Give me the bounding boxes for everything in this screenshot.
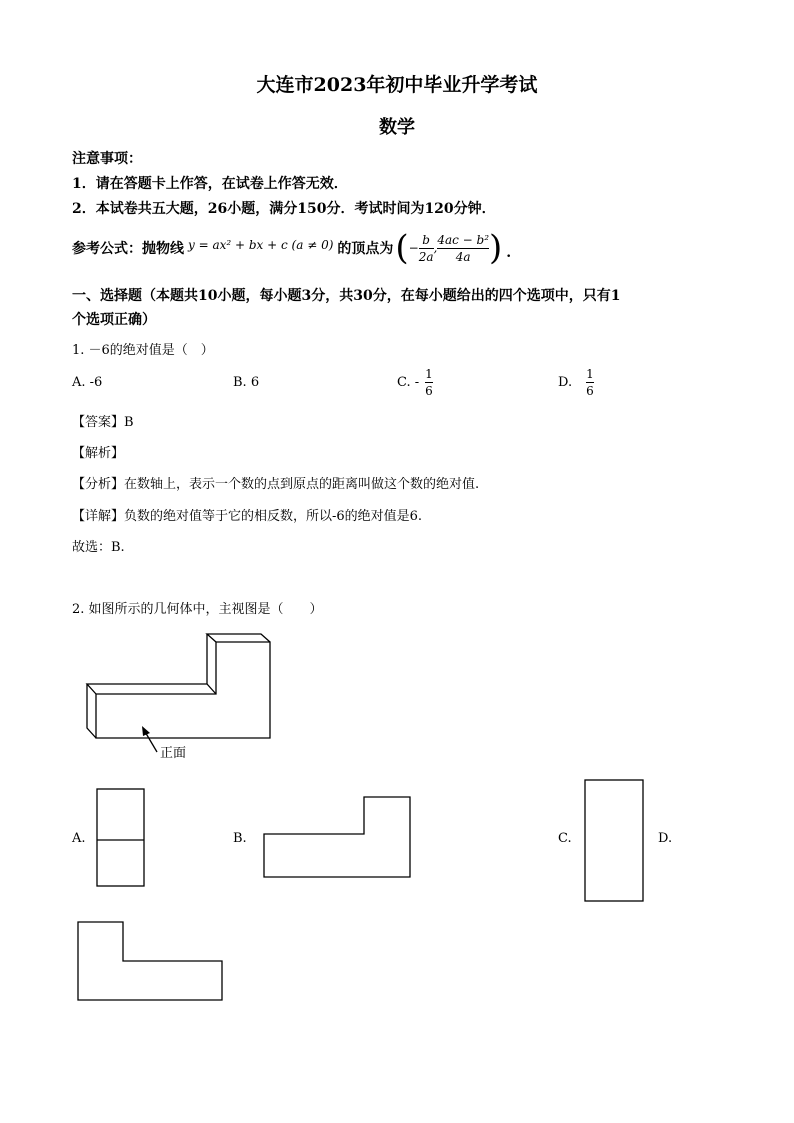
left-paren-icon: (	[395, 228, 409, 268]
option-b-view	[263, 796, 413, 881]
front-label: 正面	[160, 746, 187, 761]
q1-detail: 【详解】负数的绝对值等于它的相反数，所以-6的绝对值是6.	[72, 509, 423, 524]
note-item-1: 1．请在答题卡上作答，在试卷上作答无效．	[72, 176, 348, 192]
reference-formula: 参考公式：抛物线 y = ax² + bx + c (a ≠ 0) 的顶点为 ( − $\frac{b}{2a}$ , $\frac{\text{4ac − b²}}{4a}$ ) .	[72, 228, 512, 268]
notes-heading: 注意事项：	[72, 151, 142, 167]
formula-label: 参考公式：抛物线	[72, 241, 184, 257]
q2-option-d-label: D.	[658, 831, 673, 846]
subject-title: 数学	[379, 117, 415, 138]
vertex-y: $\frac{\text{4ac − b²}}{4a}$	[437, 232, 490, 264]
q1-option-a: A. -6	[72, 375, 103, 390]
fraction-one-sixth: $\frac{1}{6}$	[425, 366, 433, 398]
fraction-one-sixth: $\frac{1}{6}$	[586, 366, 594, 398]
q1-option-c: C. - $\frac{1}{6}$	[397, 366, 433, 398]
q1-option-b: B. 6	[233, 375, 260, 390]
q1-analysis: 【分析】在数轴上，表示一个数的点到原点的距离叫做这个数的绝对值.	[72, 477, 480, 492]
q1-answer: 【答案】B	[72, 415, 134, 430]
q1-conclusion: 故选：B.	[72, 540, 125, 555]
section-heading-line1: 一、选择题（本题共10小题，每小题3分，共30分，在每小题给出的四个选项中，只有1	[72, 288, 621, 304]
option-d-view	[77, 921, 227, 1003]
q2-option-a-label: A.	[72, 831, 86, 846]
q2-option-c-label: C.	[558, 831, 572, 846]
q2-stem: 2. 如图所示的几何体中，主视图是（ ）	[72, 602, 323, 617]
q2-option-b-label: B.	[233, 831, 247, 846]
q1-option-d: D. $\frac{1}{6}$	[558, 366, 594, 398]
option-a-view	[96, 788, 146, 888]
right-paren-icon: )	[489, 228, 503, 268]
option-c-view	[584, 779, 646, 904]
q1-stem: 1. －6的绝对值是（ ）	[72, 343, 214, 358]
section-heading-line2: 个选项正确）	[72, 312, 156, 328]
q1-analysis-heading: 【解析】	[72, 446, 125, 461]
note-item-2: 2．本试卷共五大题，26小题，满分150分．考试时间为120分钟．	[72, 201, 496, 217]
formula-middle: 的顶点为	[337, 241, 394, 257]
parabola-equation: y = ax² + bx + c (a ≠ 0)	[188, 238, 334, 252]
vertex-x: $\frac{b}{2a}$	[418, 232, 434, 264]
exam-title: 大连市2023年初中毕业升学考试	[256, 74, 538, 96]
